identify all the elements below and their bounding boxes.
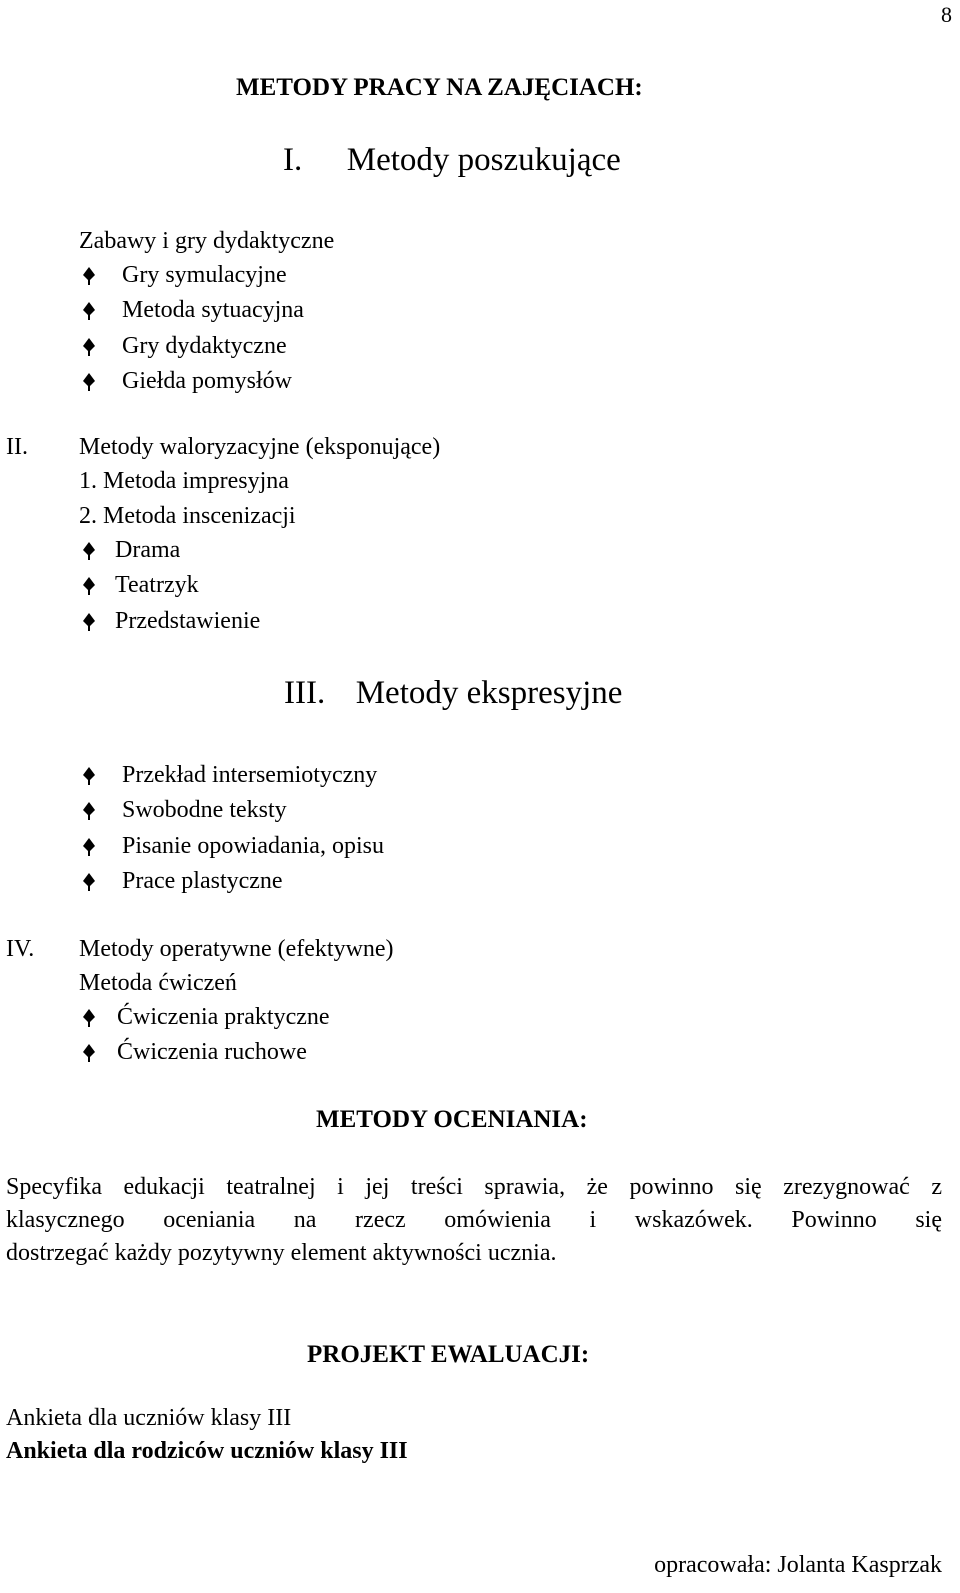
assessment-heading: METODY OCENIANIA: [316, 1106, 588, 1133]
section-1-group-title: Zabawy i gry dydaktyczne [79, 228, 335, 254]
section-1-title: Metody poszukujące [346, 142, 621, 178]
paragraph-line: dostrzegać każdy pozytywny element aktywności ucznia. [6, 1240, 557, 1266]
list-item: Metoda sytuacyjna [122, 297, 304, 323]
section-3-heading [284, 673, 622, 713]
list-item: Przedstawienie [115, 608, 261, 634]
list-item: Prace plastyczne [122, 868, 283, 894]
list-item: Giełda pomysłów [122, 368, 292, 394]
author-credit: opracowała: Jolanta Kasprzak [654, 1552, 942, 1578]
paragraph-line: klasycznego oceniania na rzecz omówienia i wskazówek. Powinno się [6, 1207, 942, 1233]
diamond-bullet-icon [82, 1043, 96, 1063]
diamond-bullet-icon [82, 837, 96, 857]
diamond-bullet-icon [82, 541, 96, 561]
section-4-subtitle: Metoda ćwiczeń [79, 970, 237, 996]
paragraph-line: Specyfika edukacji teatralnej i jej treści sprawia, że powinno się zrezygnować z [6, 1174, 942, 1200]
section-4-number: IV. [6, 936, 35, 962]
section-1-heading [283, 140, 621, 180]
list-item: Pisanie opowiadania, opisu [122, 833, 384, 859]
list-item: Teatrzyk [115, 572, 199, 598]
evaluation-item: Ankieta dla rodziców uczniów klasy III [6, 1438, 408, 1464]
diamond-bullet-icon [82, 872, 96, 892]
section-1-number: I. [283, 142, 303, 178]
list-item: Swobodne teksty [122, 797, 287, 823]
list-item: Drama [115, 537, 181, 563]
diamond-bullet-icon [82, 301, 96, 321]
diamond-bullet-icon [82, 1008, 96, 1028]
evaluation-heading: PROJEKT EWALUACJI: [307, 1341, 590, 1368]
evaluation-item: Ankieta dla uczniów klasy III [6, 1405, 292, 1431]
diamond-bullet-icon [82, 372, 96, 392]
diamond-bullet-icon [82, 612, 96, 632]
page-title: METODY PRACY NA ZAJĘCIACH: [236, 74, 643, 101]
diamond-bullet-icon [82, 576, 96, 596]
section-4-title: Metody operatywne (efektywne) [79, 936, 394, 962]
assessment-paragraph [6, 1171, 942, 1270]
section-2-number: II. [6, 434, 28, 460]
numbered-item: 2. Metoda inscenizacji [79, 503, 296, 529]
diamond-bullet-icon [82, 766, 96, 786]
page-number: 8 [941, 2, 952, 27]
diamond-bullet-icon [82, 266, 96, 286]
section-3-number: III. [284, 675, 326, 711]
diamond-bullet-icon [82, 801, 96, 821]
list-item: Gry dydaktyczne [122, 333, 287, 359]
list-item: Ćwiczenia ruchowe [117, 1039, 307, 1065]
section-3-title: Metody ekspresyjne [355, 675, 623, 711]
numbered-item: 1. Metoda impresyjna [79, 468, 289, 494]
diamond-bullet-icon [82, 337, 96, 357]
list-item: Ćwiczenia praktyczne [117, 1004, 330, 1030]
list-item: Gry symulacyjne [122, 262, 287, 288]
section-2-title: Metody waloryzacyjne (eksponujące) [79, 434, 441, 460]
list-item: Przekład intersemiotyczny [122, 762, 378, 788]
